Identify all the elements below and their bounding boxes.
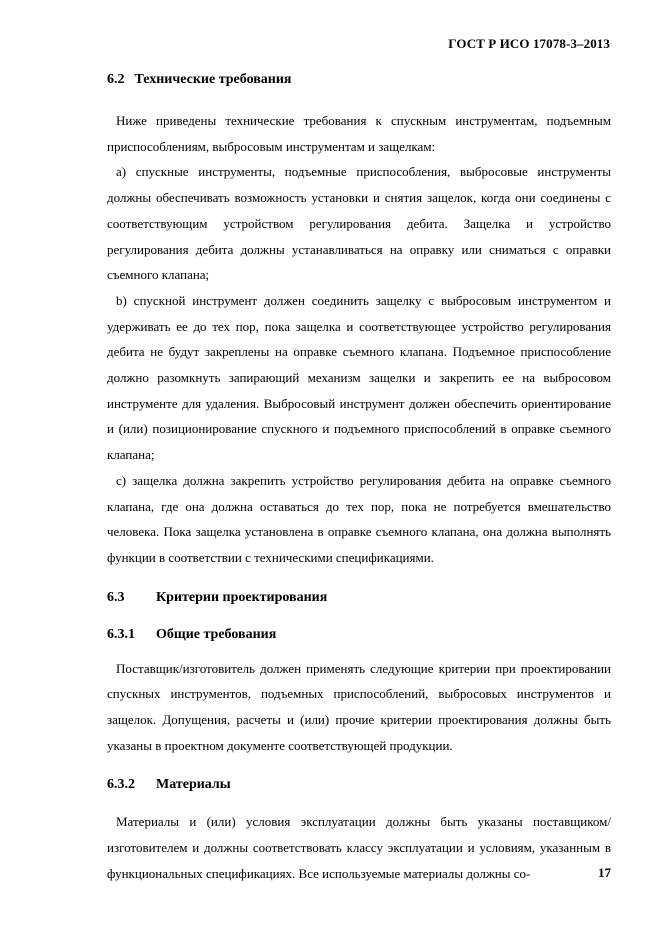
- section-title: Общие требования: [156, 626, 277, 642]
- section-6-2-heading: [107, 70, 611, 90]
- section-6-3-2-text: Материалы и (или) условия эксплуатации должны быть указаны поставщиком/изготовителем и должны соответствовать классу эксплуатации и условиям, указанным в функциональных спецификациях. Все используемые материалы должны со-: [107, 814, 611, 881]
- document-header: ГОСТ Р ИСО 17078-3–2013: [448, 36, 610, 51]
- list-item-a: а) спускные инструменты, подъемные приспособления, выбросовые инструменты должны обеспечивать возможность установки и снятия защелок, когда они соединены с соответствующим устройством регулирования дебита. Защелка и устройство регулирования дебита должны устанавливаться на оправку или сниматься с оправки съемного клапана;: [107, 164, 611, 283]
- section-number: 6.3.1: [107, 626, 135, 642]
- page-number: 17: [598, 865, 611, 880]
- page-content: [107, 64, 611, 887]
- section-number: 6.3: [107, 589, 125, 605]
- list-item-b: b) спускной инструмент должен соединить защелку с выбросовым инструментом и удерживать ее до тех пор, пока защелка и соответствующее устройство регулирования дебита не будут закреплены на оправке съемного клапана. Подъемное приспособление должно разомкнуть запирающий механизм защелки и закрепить ее на выбросовом инструменте для удаления. Выбросовый инструмент должен обеспечить ориентирование и (или) позиционирование спускного и подъемного приспособлений в оправке съемного клапана;: [107, 292, 611, 463]
- section-number: 6.3.2: [107, 777, 135, 793]
- section-number: 6.2: [107, 72, 125, 87]
- section-6-3-1-heading: [107, 625, 611, 645]
- section-6-3-1-text: Поставщик/изготовитель должен применять следующие критерии при проектировании спускных инструментов, подъемных приспособлений, выбросовых инструментов и защелок. Допущения, расчеты и (или) прочие критерии проектирования должны быть указаны в проектном документе соответствующей продукции.: [107, 660, 611, 753]
- section-title: Технические требования: [134, 72, 292, 87]
- section-6-3-2-heading: [107, 775, 611, 795]
- section-6-2-intro: Ниже приведены технические требования к спускным инструментам, подъемным приспособлениям, выбросовым инструментам и защелкам:: [107, 113, 611, 154]
- list-item-c: с) защелка должна закрепить устройство регулирования дебита на оправке съемного клапана, где она должна оставаться до тех пор, пока не потребуется вмешательство человека. Пока защелка установлена в оправке съемного клапана, она должна выполнять функции в соответствии с техническими спецификациями.: [107, 472, 611, 565]
- section-6-3-heading: [107, 588, 611, 608]
- section-title: Материалы: [156, 777, 231, 793]
- section-title: Критерии проектирования: [156, 589, 328, 605]
